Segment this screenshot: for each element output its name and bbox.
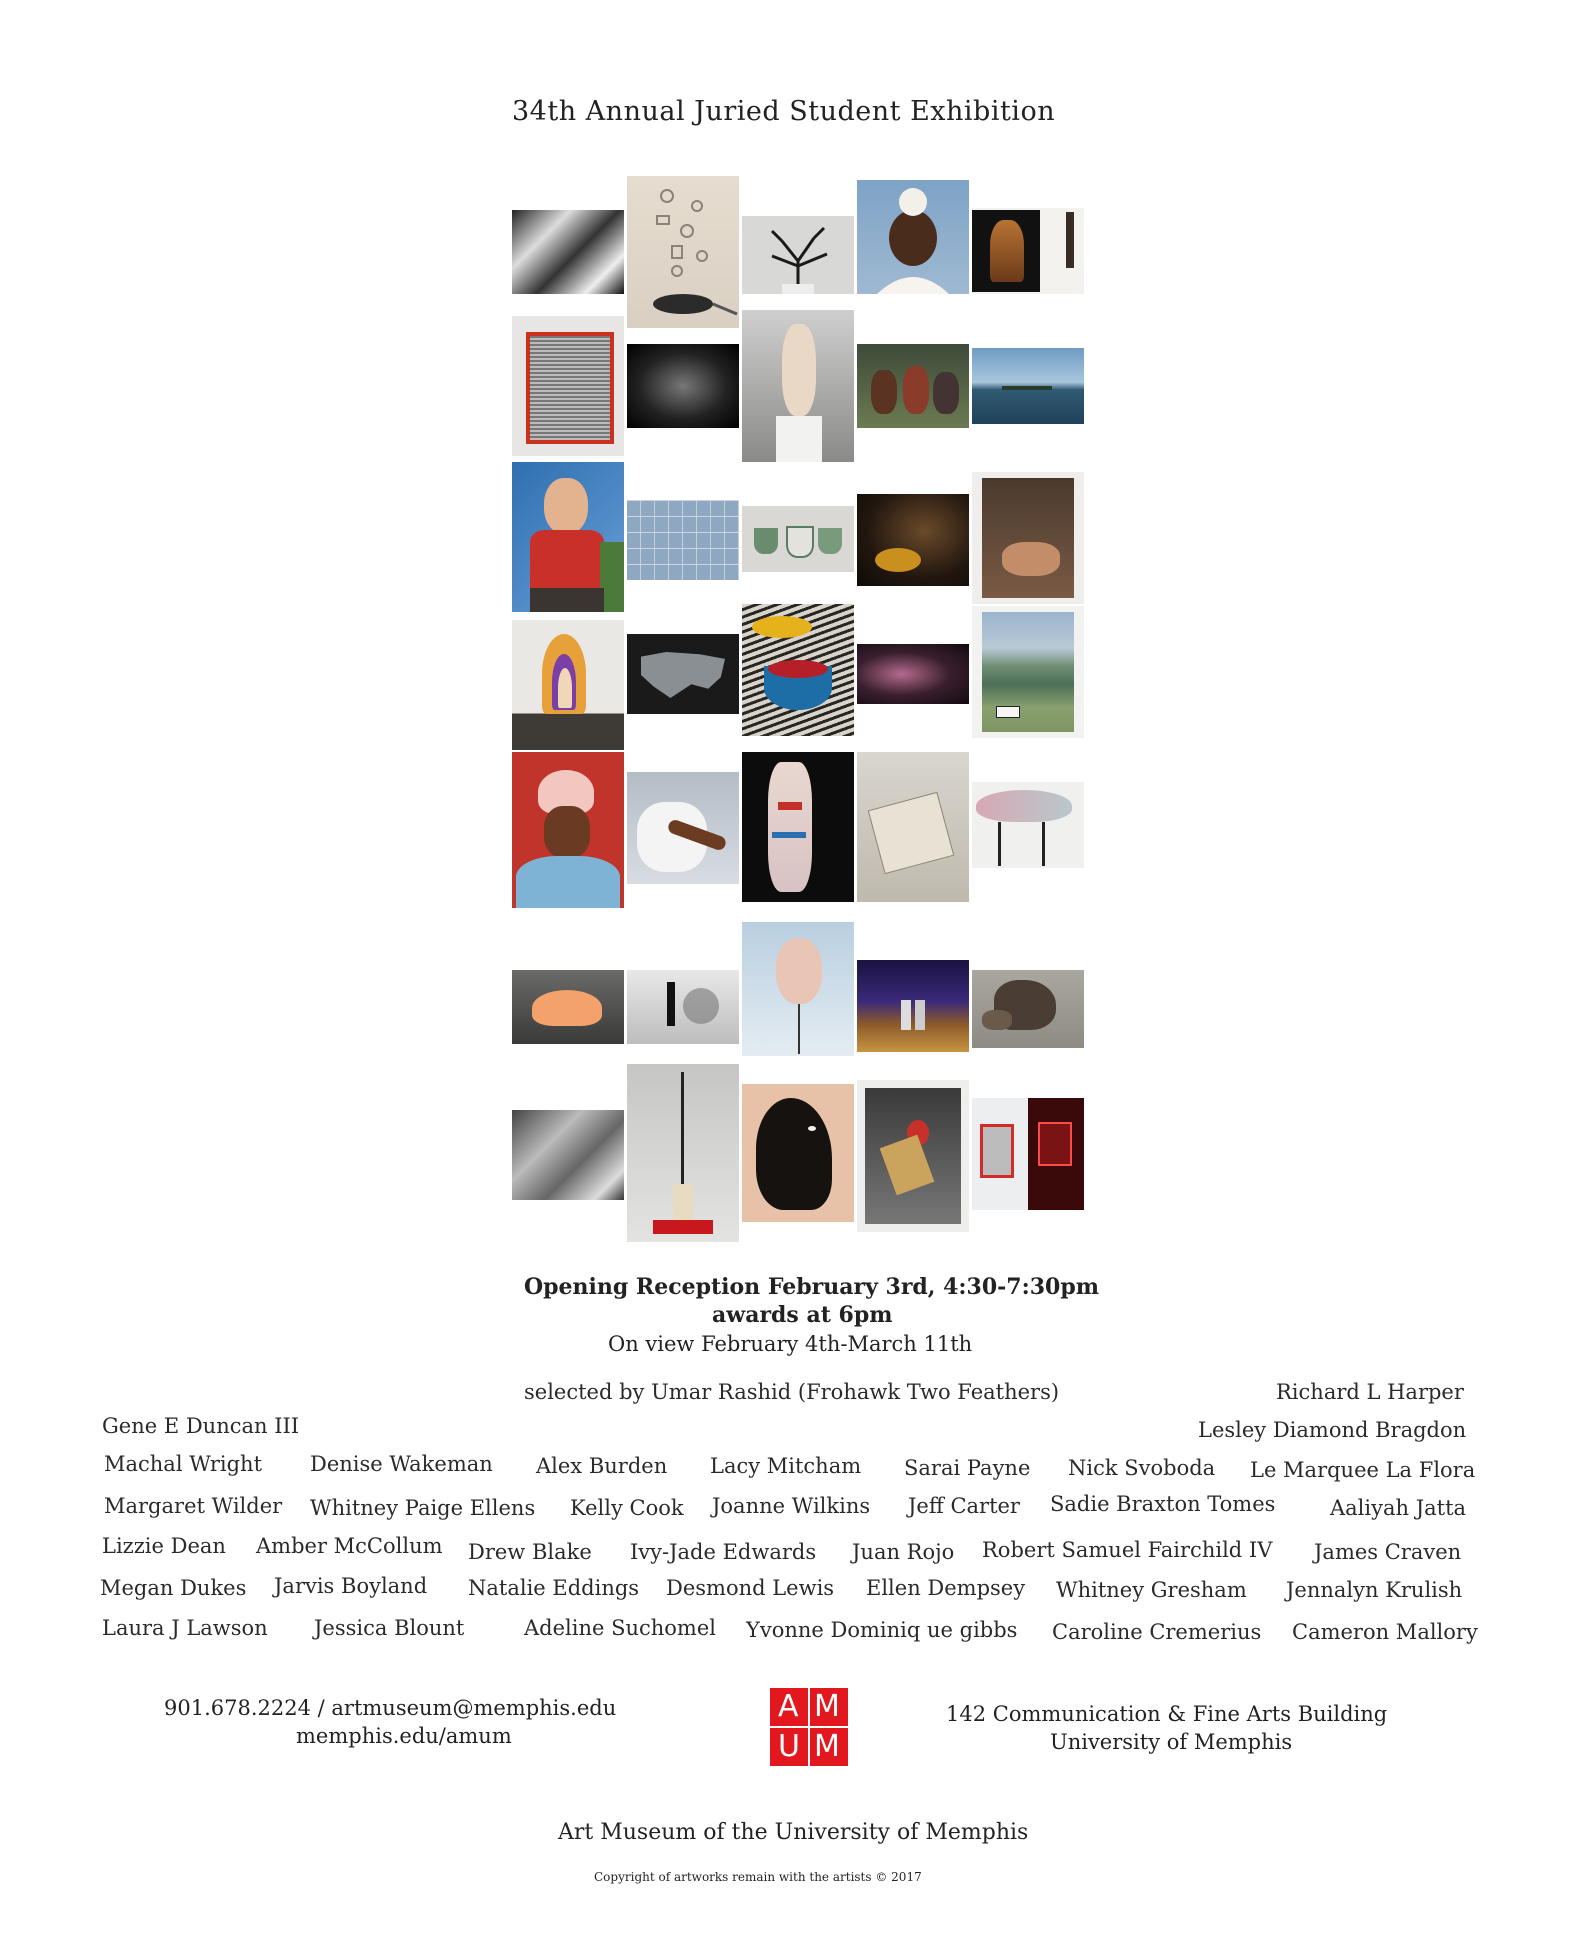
phone-email: 901.678.2224 / artmuseum@memphis.edu: [164, 1696, 617, 1720]
artwork-dancer-shadow: [627, 970, 739, 1044]
artwork-hills-cows: [972, 606, 1084, 738]
museum-name: Art Museum of the University of Memphis: [558, 1820, 1029, 1845]
artwork-tree-sculpture: [742, 216, 854, 294]
artist-name: Natalie Eddings: [468, 1576, 640, 1600]
artwork-girl-portrait: [857, 180, 969, 294]
artwork-abstract-sculpture: [512, 620, 624, 750]
artist-name: Nick Svoboda: [1068, 1456, 1216, 1480]
artist-name: Yvonne Dominiq ue gibbs: [746, 1618, 1018, 1642]
artist-name: Adeline Suchomel: [524, 1616, 716, 1640]
website: memphis.edu/amum: [296, 1724, 512, 1748]
artwork-dark-still-life: [857, 494, 969, 586]
artist-name: Laura J Lawson: [102, 1616, 268, 1640]
artist-name: Caroline Cremerius: [1052, 1620, 1262, 1644]
artist-name: Sadie Braxton Tomes: [1050, 1492, 1276, 1516]
artwork-red-shirt-portrait: [512, 462, 624, 612]
artist-name: Lacy Mitcham: [710, 1454, 862, 1478]
artist-name: Jennalyn Krulish: [1286, 1578, 1463, 1602]
artist-name: Megan Dukes: [100, 1576, 247, 1600]
reception-line: Opening Reception February 3rd, 4:30-7:30pm: [524, 1274, 1099, 1300]
artist-name: Aaliyah Jatta: [1330, 1496, 1467, 1520]
address-line-2: University of Memphis: [1050, 1730, 1293, 1754]
artist-name: Drew Blake: [468, 1540, 592, 1564]
artwork-lake-landscape: [972, 348, 1084, 424]
artist-name: Alex Burden: [536, 1454, 668, 1478]
artwork-city-collage: [512, 1110, 624, 1200]
artwork-dog-drawing: [972, 970, 1084, 1048]
artist-name: Sarai Payne: [904, 1456, 1031, 1480]
artist-name: Amber McCollum: [256, 1534, 443, 1558]
artist-name: Whitney Gresham: [1056, 1578, 1247, 1602]
artwork-grid-watercolor: [627, 500, 739, 580]
amum-logo: [770, 1688, 848, 1766]
artist-name: James Craven: [1314, 1540, 1462, 1564]
artwork-red-neon-frames: [972, 1098, 1084, 1210]
artist-name: Robert Samuel Fairchild IV: [982, 1538, 1273, 1562]
artwork-flowers-collage: [857, 1080, 969, 1232]
artwork-red-base-sculpture: [627, 1064, 739, 1242]
artist-name: Denise Wakeman: [310, 1452, 493, 1476]
artwork-ceramic-cups: [742, 506, 854, 572]
page-title: 34th Annual Juried Student Exhibition: [512, 96, 1056, 127]
artwork-orange-form: [512, 970, 624, 1044]
artwork-bw-aerial: [512, 210, 624, 294]
artwork-head-wrap-portrait: [512, 752, 624, 908]
artwork-pale-bust: [742, 922, 854, 1056]
artist-name: Jeff Carter: [908, 1494, 1020, 1518]
artwork-dark-face: [627, 344, 739, 428]
artist-name: Margaret Wilder: [104, 1494, 283, 1518]
logo-letter: A: [778, 1689, 799, 1724]
artist-name: Lesley Diamond Bragdon: [1198, 1418, 1467, 1442]
logo-letter: M: [814, 1729, 840, 1764]
artist-name: Gene E Duncan III: [102, 1414, 300, 1438]
artwork-silhouette: [742, 1084, 854, 1222]
on-view-dates: On view February 4th-March 11th: [608, 1332, 973, 1356]
artwork-red-frame: [512, 316, 624, 456]
artwork-space-scene: [857, 960, 969, 1052]
artist-name: Kelly Cook: [570, 1496, 684, 1520]
address-line-1: 142 Communication & Fine Arts Building: [946, 1702, 1388, 1726]
logo-letter: M: [814, 1689, 840, 1724]
artwork-profile-frame: [972, 208, 1084, 294]
artwork-usa-map: [627, 634, 739, 714]
artwork-pink-form-stand: [972, 782, 1084, 868]
artist-name: Juan Rojo: [852, 1540, 955, 1564]
artist-name: Machal Wright: [104, 1452, 263, 1476]
artist-name: Jarvis Boyland: [274, 1574, 428, 1598]
artist-name: Ivy-Jade Edwards: [630, 1540, 817, 1564]
artwork-family-painting: [857, 344, 969, 428]
artwork-spoon-drawing: [627, 176, 739, 328]
artist-name: Jessica Blount: [314, 1616, 465, 1640]
artist-name: Desmond Lewis: [666, 1576, 835, 1600]
logo-letter: U: [778, 1729, 800, 1764]
artist-name: Joanne Wilkins: [712, 1494, 871, 1518]
artist-name: Lizzie Dean: [102, 1534, 226, 1558]
artist-name: Richard L Harper: [1276, 1380, 1464, 1404]
artwork-figure-lamp: [972, 472, 1084, 604]
artist-name: Whitney Paige Ellens: [310, 1496, 536, 1520]
artwork-fruit-bowl: [742, 604, 854, 736]
artwork-arm-figure: [627, 772, 739, 884]
artwork-ceramic-twist: [742, 310, 854, 462]
juror-credit: selected by Umar Rashid (Frohawk Two Feathers): [524, 1380, 1060, 1404]
artist-name: Le Marquee La Flora: [1250, 1458, 1476, 1482]
awards-line: awards at 6pm: [712, 1302, 893, 1328]
artist-name: Cameron Mallory: [1292, 1620, 1478, 1644]
copyright-notice: Copyright of artworks remain with the artists © 2017: [594, 1870, 922, 1884]
artist-name: Ellen Dempsey: [866, 1576, 1026, 1600]
artwork-clouds-pink: [857, 644, 969, 704]
artwork-colorful-figure: [742, 752, 854, 902]
artwork-stone-sculpture: [857, 752, 969, 902]
